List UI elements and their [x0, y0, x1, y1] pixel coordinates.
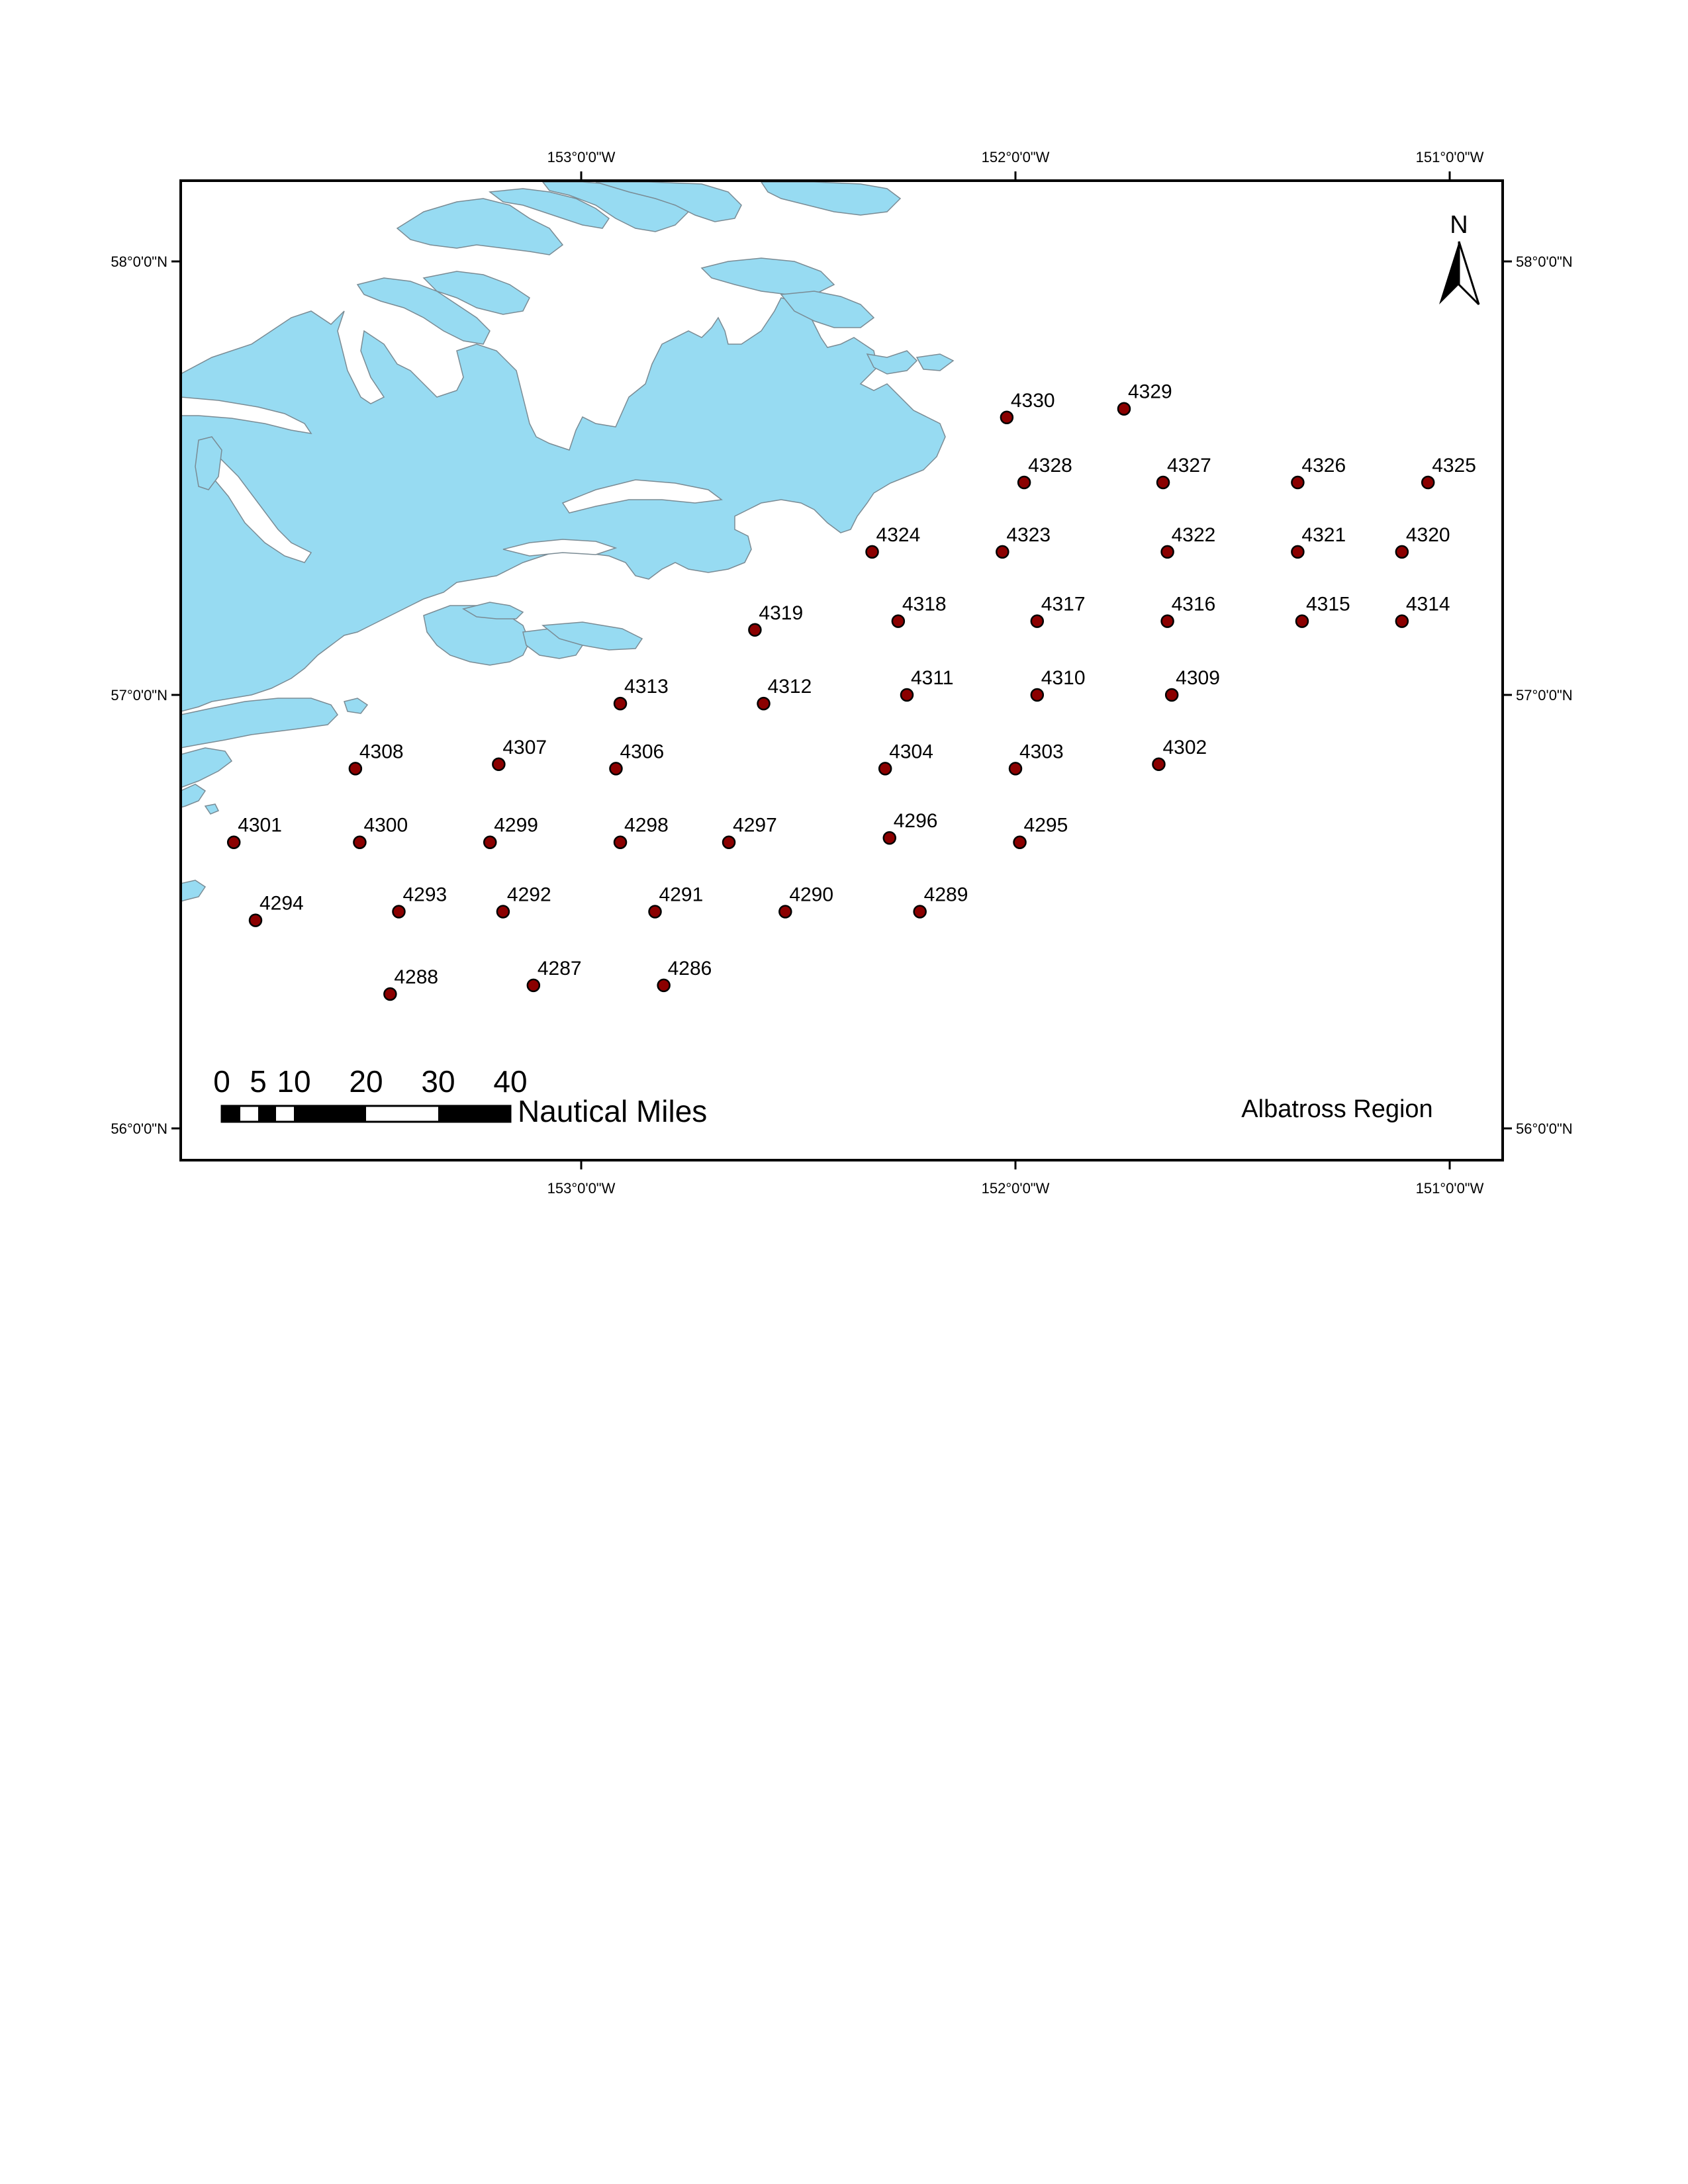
station-4304 — [879, 741, 933, 774]
station-4303 — [1009, 741, 1064, 774]
north-arrow-icon — [1439, 242, 1459, 304]
station-4326 — [1291, 455, 1346, 488]
station-4327 — [1157, 455, 1211, 488]
station-label: 4327 — [1167, 455, 1211, 477]
lat-tick-label-left-2: 56°0'0"N — [111, 1120, 167, 1137]
station-marker — [1018, 477, 1030, 488]
station-marker — [1001, 412, 1013, 424]
station-label: 4286 — [667, 957, 712, 979]
north-arrow — [1439, 211, 1479, 304]
station-4286 — [658, 958, 712, 991]
lat-tick-label-right-2: 56°0'0"N — [1516, 1120, 1573, 1137]
lon-tick-label-top-2: 151°0'0"W — [1415, 149, 1484, 165]
station-4302 — [1152, 737, 1207, 770]
station-4330 — [1001, 390, 1055, 424]
station-marker — [892, 615, 904, 627]
land-north-island-11 — [917, 354, 953, 371]
station-label: 4307 — [502, 736, 547, 758]
station-label: 4325 — [1432, 455, 1476, 477]
station-4300 — [353, 815, 408, 848]
land-north-island-6 — [702, 258, 834, 295]
station-marker — [1014, 837, 1026, 848]
station-marker — [914, 906, 926, 918]
station-label: 4290 — [789, 884, 834, 906]
station-4317 — [1031, 594, 1086, 627]
lon-tick-label-bottom-0: 153°0'0"W — [547, 1180, 616, 1197]
lat-tick-label-right-1: 57°0'0"N — [1516, 687, 1573, 704]
scale-seg-6 — [366, 1110, 438, 1118]
station-label: 4322 — [1171, 523, 1216, 546]
station-4309 — [1166, 667, 1220, 701]
land-masses — [181, 182, 953, 901]
station-marker — [749, 624, 761, 636]
scale-seg-4 — [276, 1110, 294, 1118]
station-label: 4326 — [1301, 455, 1346, 477]
station-label: 4316 — [1171, 593, 1216, 615]
station-label: 4291 — [659, 884, 704, 906]
station-label: 4306 — [620, 741, 665, 763]
land-south-island-9 — [205, 804, 218, 814]
station-4316 — [1162, 594, 1216, 627]
station-label: 4295 — [1023, 814, 1068, 837]
station-label: 4320 — [1405, 523, 1450, 546]
station-label: 4310 — [1041, 667, 1086, 689]
land-north-island-5 — [761, 182, 900, 215]
station-label: 4303 — [1019, 741, 1064, 763]
station-marker — [1031, 689, 1043, 701]
station-4321 — [1291, 524, 1346, 558]
station-marker — [996, 546, 1008, 558]
station-4322 — [1162, 524, 1216, 558]
station-4307 — [492, 737, 547, 770]
station-label: 4313 — [624, 676, 669, 698]
station-4301 — [228, 815, 282, 848]
station-label: 4323 — [1006, 523, 1051, 546]
station-4291 — [649, 884, 704, 918]
station-marker — [658, 979, 670, 991]
station-label: 4301 — [238, 814, 282, 837]
station-label: 4312 — [767, 676, 812, 698]
station-marker — [723, 837, 735, 848]
land-south-island-6 — [181, 748, 232, 788]
station-marker — [1031, 615, 1043, 627]
station-4306 — [610, 741, 664, 774]
station-marker — [1009, 762, 1021, 774]
station-label: 4311 — [911, 667, 954, 689]
station-marker — [497, 906, 509, 918]
station-4287 — [528, 958, 582, 991]
station-label: 4324 — [876, 523, 921, 546]
station-marker — [250, 915, 261, 927]
station-marker — [879, 762, 891, 774]
station-label: 4318 — [902, 593, 947, 615]
station-4299 — [484, 815, 538, 848]
station-label: 4309 — [1176, 667, 1220, 689]
station-label: 4292 — [506, 884, 551, 906]
scale-label-20: 20 — [349, 1064, 383, 1099]
station-marker — [484, 837, 496, 848]
station-label: 4293 — [402, 884, 447, 906]
scale-bar — [213, 1064, 707, 1128]
station-4310 — [1031, 667, 1086, 701]
station-4314 — [1396, 594, 1450, 627]
station-marker — [1396, 615, 1408, 627]
station-label: 4297 — [733, 814, 777, 837]
land-south-island-10 — [344, 698, 367, 713]
station-4319 — [749, 602, 803, 636]
longitude-ticks — [547, 149, 1484, 1197]
station-marker — [901, 689, 913, 701]
lat-tick-label-left-1: 57°0'0"N — [111, 687, 167, 704]
scale-seg-5 — [294, 1106, 366, 1122]
station-marker — [1162, 546, 1174, 558]
scale-unit-label: Nautical Miles — [518, 1094, 708, 1128]
station-4308 — [350, 741, 404, 774]
lon-tick-label-top-1: 152°0'0"W — [981, 149, 1050, 165]
scale-seg-1 — [222, 1106, 240, 1122]
station-marker — [610, 762, 622, 774]
station-marker — [1157, 477, 1169, 488]
station-marker — [492, 758, 504, 770]
station-marker — [884, 832, 896, 844]
north-arrow-label: N — [1450, 211, 1468, 239]
station-label: 4300 — [363, 814, 408, 837]
scale-label-30: 30 — [421, 1064, 455, 1099]
lon-tick-label-bottom-2: 151°0'0"W — [1415, 1180, 1484, 1197]
station-label: 4328 — [1028, 455, 1072, 477]
station-4328 — [1018, 455, 1072, 488]
station-marker — [353, 837, 365, 848]
station-marker — [393, 906, 404, 918]
station-4297 — [723, 815, 777, 848]
station-4294 — [250, 893, 304, 927]
station-4288 — [384, 966, 438, 1000]
station-4289 — [914, 884, 968, 918]
station-label: 4304 — [889, 741, 933, 763]
station-label: 4289 — [923, 884, 968, 906]
station-4293 — [393, 884, 447, 918]
station-4295 — [1014, 815, 1068, 848]
station-label: 4317 — [1041, 593, 1086, 615]
station-marker — [867, 546, 878, 558]
scale-label-5: 5 — [250, 1064, 267, 1099]
station-label: 4319 — [759, 602, 804, 624]
station-marker — [1152, 758, 1164, 770]
station-label: 4299 — [494, 814, 538, 837]
station-4296 — [884, 810, 938, 844]
station-4311 — [901, 667, 954, 701]
lon-tick-label-top-0: 153°0'0"W — [547, 149, 616, 165]
lat-tick-label-right-0: 58°0'0"N — [1516, 253, 1573, 270]
station-4329 — [1118, 381, 1172, 415]
land-south-island-8 — [181, 880, 205, 901]
station-4313 — [614, 676, 669, 709]
station-label: 4314 — [1405, 593, 1450, 615]
station-marker — [779, 906, 791, 918]
station-4324 — [867, 524, 921, 558]
station-4325 — [1422, 455, 1476, 488]
land-south-island-7 — [181, 784, 205, 807]
station-4292 — [497, 884, 551, 918]
scale-seg-3 — [258, 1106, 276, 1122]
scale-seg-7 — [438, 1106, 510, 1122]
station-marker — [1422, 477, 1434, 488]
station-label: 4296 — [893, 810, 938, 833]
scale-seg-2 — [240, 1110, 258, 1118]
station-4318 — [892, 594, 947, 627]
station-marker — [614, 698, 626, 709]
scale-label-40: 40 — [493, 1064, 528, 1099]
land-south-island-5 — [181, 698, 338, 748]
station-marker — [1396, 546, 1408, 558]
station-label: 4308 — [359, 741, 404, 763]
station-label: 4329 — [1128, 381, 1172, 403]
station-label: 4287 — [537, 957, 582, 979]
station-marker — [350, 762, 361, 774]
station-label: 4298 — [624, 814, 669, 837]
station-4320 — [1396, 524, 1450, 558]
station-label: 4302 — [1162, 736, 1207, 758]
station-marker — [384, 988, 396, 1000]
scale-label-0: 0 — [213, 1064, 230, 1099]
station-label: 4294 — [259, 892, 304, 915]
station-marker — [614, 837, 626, 848]
north-arrow-icon-outline — [1459, 242, 1479, 304]
station-marker — [1118, 403, 1130, 415]
station-label: 4321 — [1301, 523, 1346, 546]
station-marker — [1166, 689, 1178, 701]
lon-tick-label-bottom-1: 152°0'0"W — [981, 1180, 1050, 1197]
station-label: 4315 — [1305, 593, 1350, 615]
station-marker — [1291, 477, 1303, 488]
station-marker — [1291, 546, 1303, 558]
station-label: 4330 — [1010, 389, 1055, 412]
station-4323 — [996, 524, 1051, 558]
station-marker — [758, 698, 770, 709]
station-marker — [1296, 615, 1308, 627]
scale-label-10: 10 — [277, 1064, 311, 1099]
station-4312 — [758, 676, 812, 709]
lat-tick-label-left-0: 58°0'0"N — [111, 253, 167, 270]
region-label: Albatross Region — [1241, 1095, 1433, 1123]
station-4290 — [779, 884, 833, 918]
station-marker — [1162, 615, 1174, 627]
station-marker — [649, 906, 661, 918]
station-marker — [228, 837, 240, 848]
station-label: 4288 — [394, 966, 439, 988]
station-marker — [528, 979, 539, 991]
station-4315 — [1296, 594, 1350, 627]
station-4298 — [614, 815, 669, 848]
